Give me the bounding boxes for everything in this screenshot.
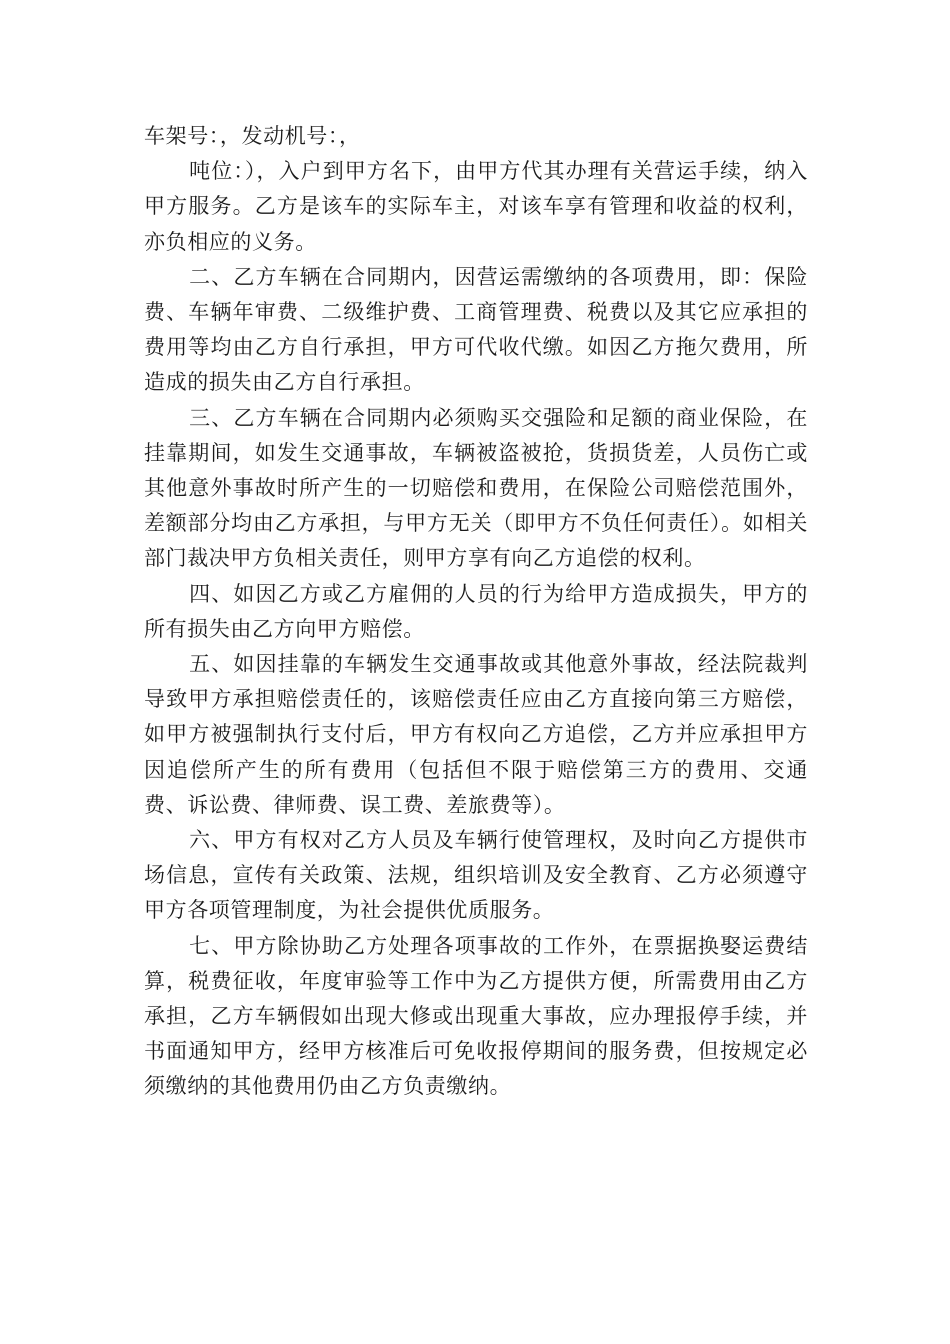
clause-5-liability: 五、如因挂靠的车辆发生交通事故或其他意外事故，经法院裁判导致甲方承担赔偿责任的，该赔偿责任应由乙方直接向第三方赔偿，如甲方被强制执行支付后，甲方有权向乙方追偿，乙方并应承担甲方因追偿所产生的所有费用（包括但不限于赔偿第三方的费用、交通费、诉讼费、律师费、误工费、差旅费等）。 bbox=[144, 652, 808, 817]
clause-6-management: 六、甲方有权对乙方人员及车辆行使管理权，及时向乙方提供市场信息，宣传有关政策、法规，组织培训及安全教育、乙方必须遵守甲方各项管理制度，为社会提供优质服务。 bbox=[144, 828, 808, 923]
contract-body bbox=[144, 119, 808, 1105]
clause-2-fees: 二、乙方车辆在合同期内，因营运需缴纳的各项费用，即：保险费、车辆年审费、二级维护费、工商管理费、税费以及其它应承担的费用等均由乙方自行承担，甲方可代收代缴。如因乙方拖欠费用，所造成的损失由乙方自行承担。 bbox=[144, 264, 808, 395]
paragraph-vehicle-ids: 车架号：，发动机号：， bbox=[144, 124, 361, 148]
clause-7-assistance: 七、甲方除协助乙方处理各项事故的工作外，在票据换娶运费结算，税费征收，年度审验等工作中为乙方提供方便，所需费用由乙方承担，乙方车辆假如出现大修或出现重大事故，应办理报停手续，并书面通知甲方，经甲方核准后可免收报停期间的服务费，但按规定必须缴纳的其他费用仍由乙方负责缴纳。 bbox=[144, 933, 808, 1099]
paragraph-tonnage: 吨位：），入户到甲方名下，由甲方代其办理有关营运手续，纳入甲方服务。乙方是该车的实际车主，对该车享有管理和收益的权利，亦负相应的义务。 bbox=[144, 159, 808, 254]
clause-4-losses: 四、如因乙方或乙方雇佣的人员的行为给甲方造成损失，甲方的所有损失由乙方向甲方赔偿。 bbox=[144, 581, 808, 641]
clause-3-insurance: 三、乙方车辆在合同期内必须购买交强险和足额的商业保险，在挂靠期间，如发生交通事故，车辆被盗被抢，货损货差，人员伤亡或其他意外事故时所产生的一切赔偿和费用，在保险公司赔偿范围外，差额部分均由乙方承担，与甲方无关（即甲方不负任何责任）。如相关部门裁决甲方负相关责任，则甲方享有向乙方追偿的权利。 bbox=[144, 405, 808, 571]
